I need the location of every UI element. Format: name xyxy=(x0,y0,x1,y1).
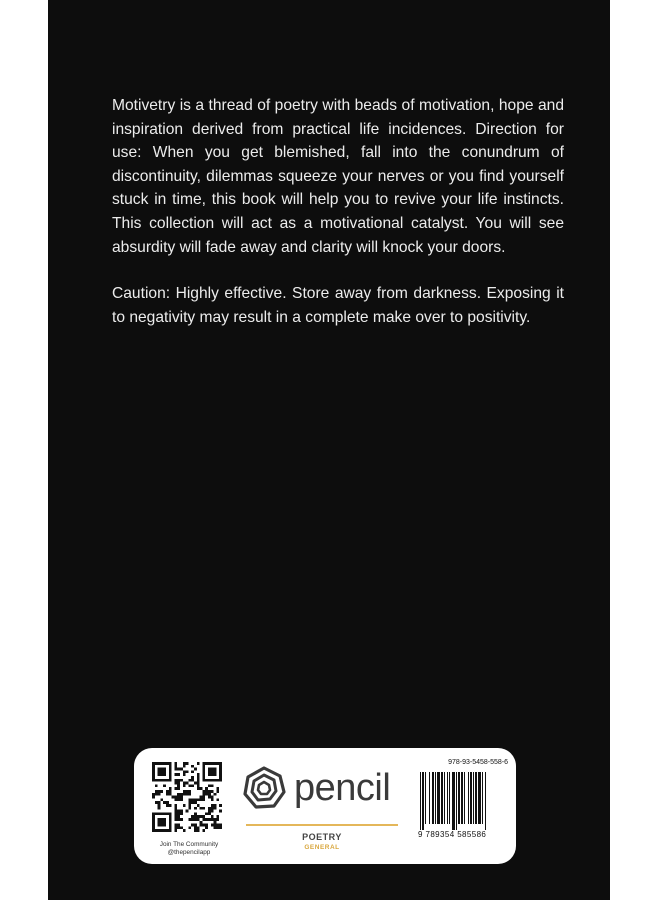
qr-caption xyxy=(152,841,226,857)
barcode-icon xyxy=(418,772,508,830)
qr-block xyxy=(152,762,226,857)
accent-divider xyxy=(246,824,398,826)
genre-label xyxy=(242,832,402,852)
barcode-digits: 9 789354 585586 xyxy=(418,830,487,839)
publisher-logo xyxy=(242,760,402,816)
caution-paragraph: Caution: Highly effective. Store away from darkness. Exposing it to negativity may result in a complete make over to positivity. xyxy=(112,285,564,326)
back-cover xyxy=(48,0,610,900)
publisher-brand xyxy=(242,760,402,852)
pencil-logo-icon xyxy=(242,766,286,810)
genre: POETRY xyxy=(302,832,342,842)
publisher-name: pencil xyxy=(294,767,391,809)
isbn-number: 978-93-5458-558-6 xyxy=(448,759,508,766)
isbn-block xyxy=(418,758,508,840)
publisher-info-panel xyxy=(134,748,516,864)
qr-code-icon[interactable] xyxy=(152,762,222,832)
subgenre: GENERAL xyxy=(304,844,340,851)
blurb-text xyxy=(112,94,564,329)
qr-caption-line1: Join The Community xyxy=(159,841,219,848)
qr-caption-line2: @thepencilapp xyxy=(167,849,211,856)
blurb-paragraph: Motivetry is a thread of poetry with beads of motivation, hope and inspiration derived from practical life incidences. Direction for use: When you get blemished, fall into the conundrum of discontinuity, dilemmas squeeze your nerves or you find yourself stuck in time, this book will help you to revive your life instincts. This collection will act as a motivational catalyst. You will see absurdity will fade away and clarity will knock your doors. xyxy=(112,97,564,256)
